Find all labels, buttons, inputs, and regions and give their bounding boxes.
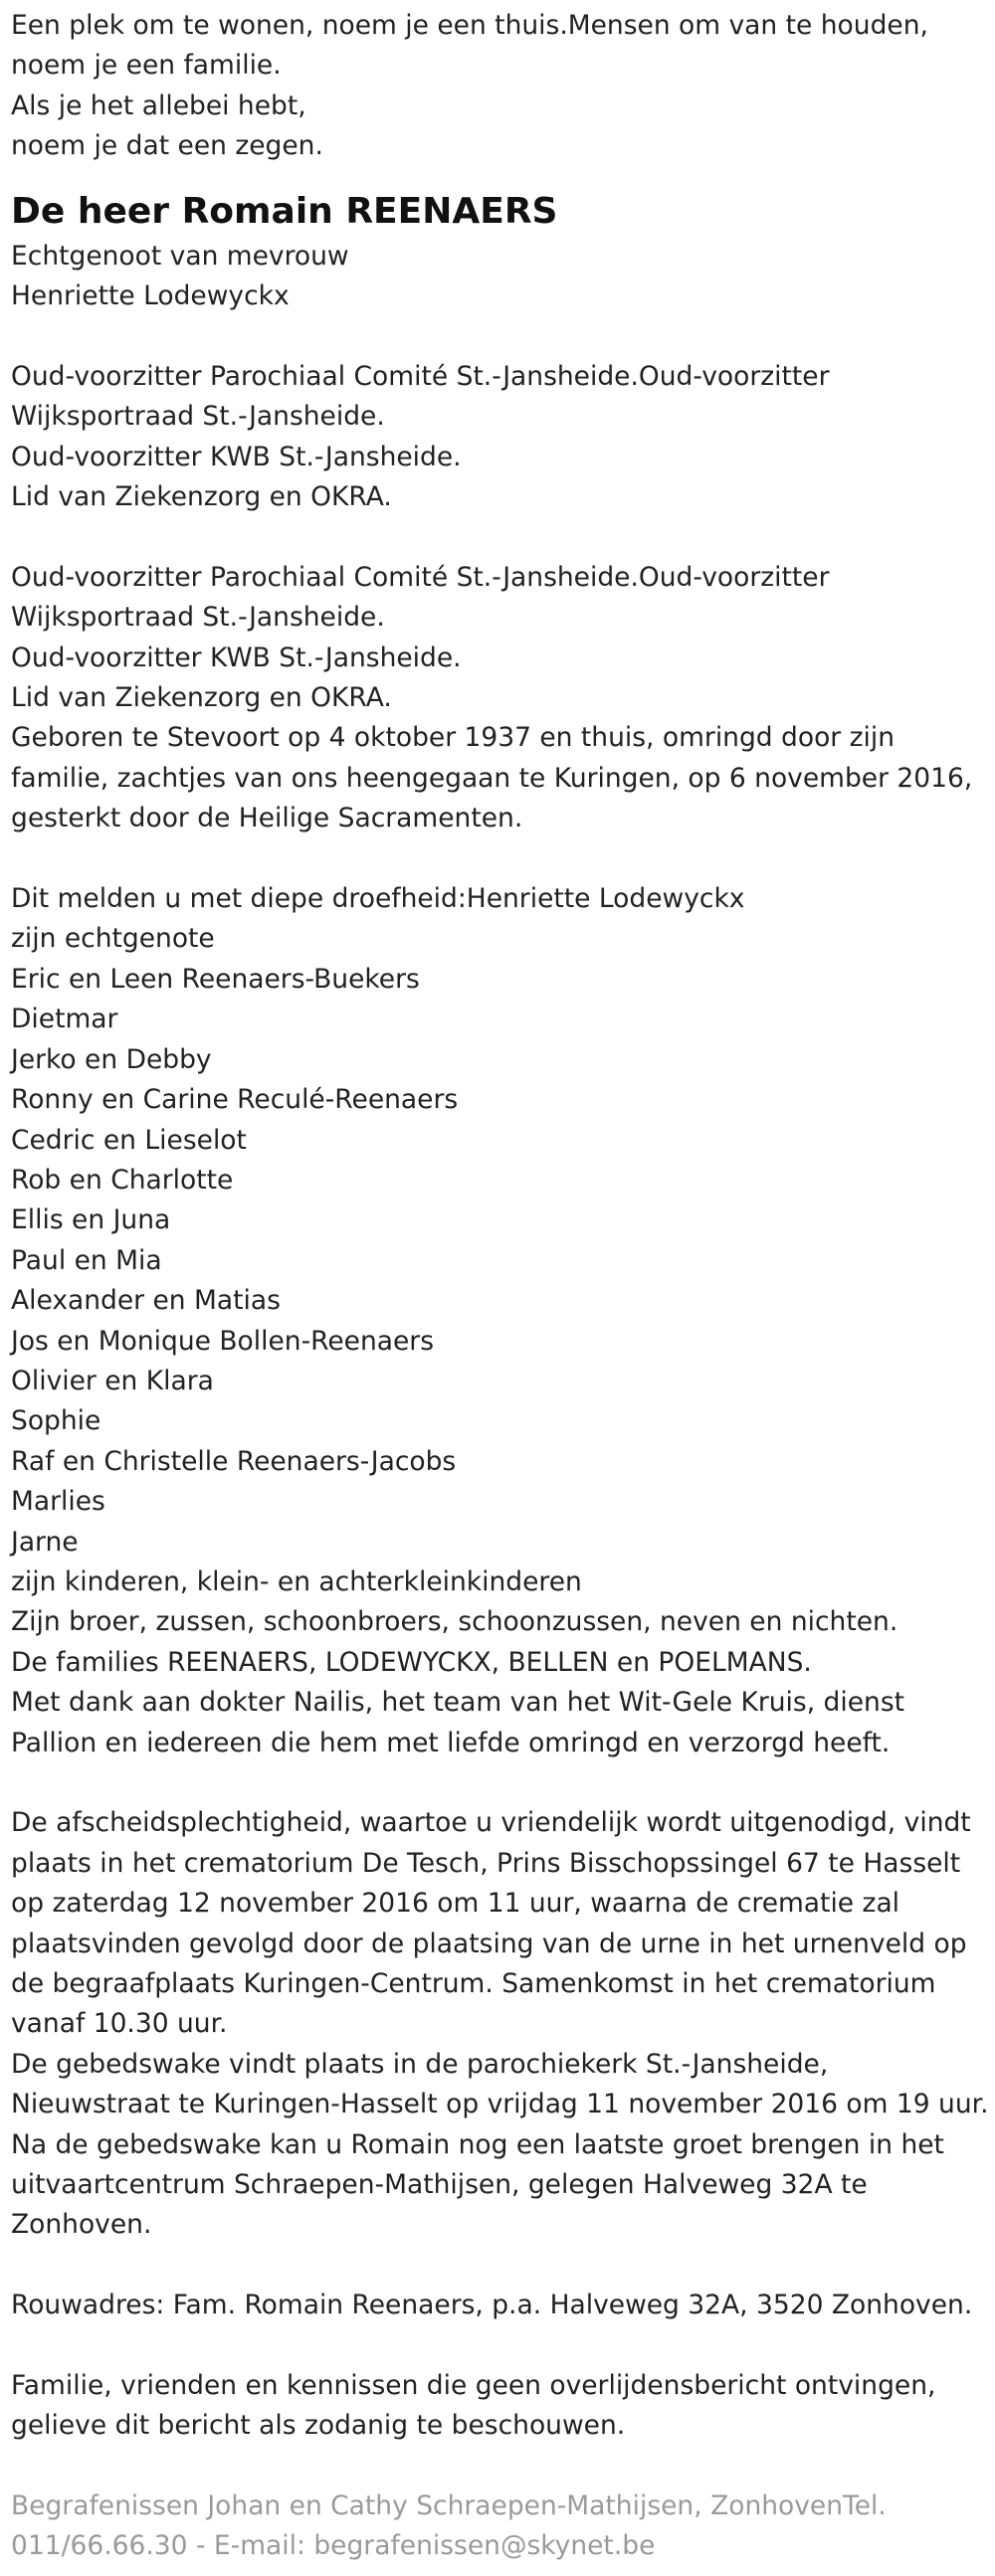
ceremony-line: plaats in het crematorium De Tesch, Prins Bisschopssingel 67 te Hasselt	[11, 1847, 961, 1879]
spouse-line: Henriette Lodewyckx	[11, 280, 290, 312]
ceremony-line: Nieuwstraat te Kuringen-Hasselt op vrijdag 11 november 2016 om 19 uur.	[11, 2089, 989, 2120]
family-line: Eric en Leen Reenaers-Buekers	[11, 963, 420, 995]
family-line: De families REENAERS, LODEWYCKX, BELLEN en POELMANS.	[11, 1646, 812, 1678]
family-line: Alexander en Matias	[11, 1285, 281, 1317]
function-line: Oud-voorzitter Parochiaal Comité St.-Jansheide.Oud-voorzitter	[11, 360, 830, 392]
family-line: Ellis en Juna	[11, 1204, 171, 1236]
family-line: Raf en Christelle Reenaers-Jacobs	[11, 1445, 457, 1477]
family-line: Ronny en Carine Reculé-Reenaers	[11, 1084, 459, 1116]
function-line: Lid van Ziekenzorg en OKRA.	[11, 682, 392, 714]
family-line: Marlies	[11, 1486, 105, 1518]
function-line: Oud-voorzitter KWB St.-Jansheide.	[11, 642, 462, 673]
spacer	[11, 1763, 995, 1803]
spacer	[11, 2326, 995, 2366]
ceremony-line: op zaterdag 12 november 2016 om 11 uur, waarna de crematie zal	[11, 1888, 900, 1920]
spacer	[11, 839, 995, 879]
spacer	[11, 517, 995, 557]
poem-line: Als je het allebei hebt,	[11, 90, 306, 121]
ceremony-line: De afscheidsplechtigheid, waartoe u vriendelijk wordt uitgenodigd, vindt	[11, 1807, 971, 1839]
ceremony-line: vanaf 10.30 uur.	[11, 2008, 228, 2040]
family-line: Dietmar	[11, 1004, 118, 1035]
spacer	[11, 316, 995, 356]
family-line: Sophie	[11, 1405, 101, 1437]
poem-block	[11, 0, 995, 167]
ceremony-line: Zonhoven.	[11, 2209, 152, 2241]
family-line: Zijn broer, zussen, schoonbroers, schoonzussen, neven en nichten.	[11, 1606, 898, 1638]
poem-line: Een plek om te wonen, noem je een thuis.Mensen om van te houden,	[11, 10, 928, 41]
family-line: Paul en Mia	[11, 1244, 162, 1276]
family-line: Rob en Charlotte	[11, 1164, 234, 1196]
birth-death-block	[11, 718, 995, 838]
family-line: Jerko en Debby	[11, 1043, 212, 1075]
function-line: Oud-voorzitter Parochiaal Comité St.-Jansheide.Oud-voorzitter	[11, 561, 830, 593]
function-line: Oud-voorzitter KWB St.-Jansheide.	[11, 441, 462, 472]
mourning-address: Rouwadres: Fam. Romain Reenaers, p.a. Halveweg 32A, 3520 Zonhoven.	[11, 2290, 973, 2321]
family-line: Olivier en Klara	[11, 1365, 214, 1396]
spacer	[11, 2246, 995, 2286]
function-line: Wijksportraad St.-Jansheide.	[11, 602, 385, 634]
family-line: Jos en Monique Bollen-Reenaers	[11, 1325, 435, 1357]
closing-block	[11, 2366, 995, 2447]
birth-death-line: gesterkt door de Heilige Sacramenten.	[11, 803, 523, 834]
poem-line: noem je een familie.	[11, 50, 282, 82]
birth-death-line: familie, zachtjes van ons heengegaan te Kuringen, op 6 november 2016,	[11, 762, 973, 794]
ceremony-line: uitvaartcentrum Schraepen-Mathijsen, gelegen Halveweg 32A te	[11, 2169, 868, 2201]
closing-line: gelieve dit bericht als zodanig te beschouwen.	[11, 2410, 626, 2442]
family-line: Met dank aan dokter Nailis, het team van het Wit-Gele Kruis, dienst	[11, 1687, 905, 1719]
ceremony-line: de begraafplaats Kuringen-Centrum. Samenkomst in het crematorium	[11, 1968, 936, 2000]
funeral-home-footer	[11, 2486, 995, 2567]
ceremony-line: De gebedswake vindt plaats in de parochiekerk St.-Jansheide,	[11, 2048, 829, 2080]
family-line: Pallion en iedereen die hem met liefde omringd en verzorgd heeft.	[11, 1727, 891, 1758]
birth-death-line: Geboren te Stevoort op 4 oktober 1937 en thuis, omringd door zijn	[11, 722, 896, 754]
ceremony-line: Na de gebedswake kan u Romain nog een laatste groet brengen in het	[11, 2128, 944, 2160]
functions-block-2	[11, 558, 995, 719]
family-line: Dit melden u met diepe droefheid:Henriette Lodewyckx	[11, 883, 745, 915]
family-line: Jarne	[11, 1526, 79, 1558]
closing-line: Familie, vrienden en kennissen die geen overlijdensbericht ontvingen,	[11, 2370, 936, 2402]
function-line: Lid van Ziekenzorg en OKRA.	[11, 481, 392, 513]
spouse-line: Echtgenoot van mevrouw	[11, 240, 349, 272]
footer-line: Begrafenissen Johan en Cathy Schraepen-Mathijsen, ZonhovenTel.	[11, 2489, 887, 2521]
functions-block-1	[11, 357, 995, 518]
deceased-name-title: De heer Romain REENAERS	[11, 190, 558, 232]
family-line: Cedric en Lieselot	[11, 1124, 247, 1156]
family-line: zijn echtgenote	[11, 923, 215, 955]
function-line: Wijksportraad St.-Jansheide.	[11, 401, 385, 433]
spouse-block	[11, 237, 995, 317]
family-line: zijn kinderen, klein- en achterkleinkinderen	[11, 1565, 582, 1597]
ceremony-block	[11, 1803, 995, 2245]
ceremony-line: plaatsvinden gevolgd door de plaatsing van de urne in het urnenveld op	[11, 1928, 967, 1959]
poem-line: noem je dat een zegen.	[11, 130, 323, 162]
address-block	[11, 2286, 995, 2325]
family-block	[11, 879, 995, 1763]
footer-line: 011/66.66.30 - E-mail: begrafenissen@skynet.be	[11, 2530, 656, 2562]
